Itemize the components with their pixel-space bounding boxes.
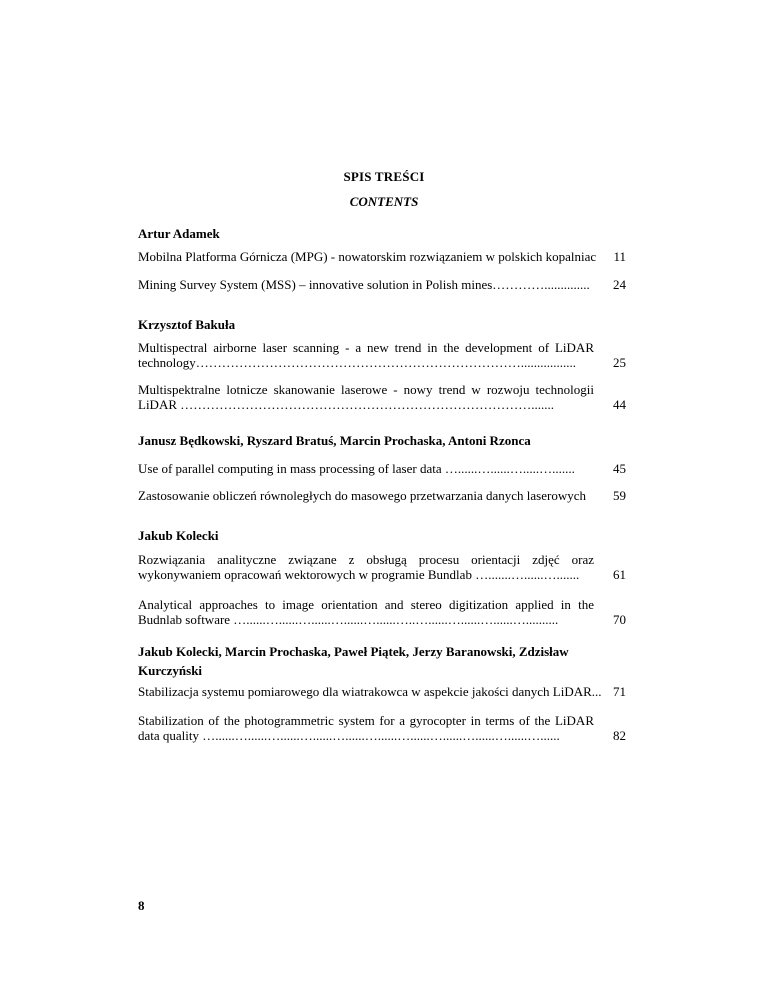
toc-entry[interactable]	[138, 552, 626, 582]
toc-entry[interactable]	[138, 277, 626, 292]
toc-entry-page: 82	[613, 728, 626, 743]
toc-entry[interactable]	[138, 461, 626, 476]
toc-entry-page: 59	[613, 488, 626, 503]
section-author: Janusz Będkowski, Ryszard Bratuś, Marcin Prochaska, Antoni Rzonca	[138, 433, 531, 448]
toc-entry-title: Analytical approaches to image orientation and stereo digitization applied in the Budnlab software …......…......…......…......…......…..…......…......…......…..........	[138, 597, 594, 627]
toc-entry[interactable]	[138, 340, 626, 370]
toc-entry-title: Stabilization of the photogrammetric system for a gyrocopter in terms of the LiDAR data quality …......…......…......…......…......…......…......…......…......…......…......	[138, 713, 594, 743]
toc-entry-page: 25	[613, 355, 626, 370]
toc-entry[interactable]	[138, 597, 626, 627]
toc-entry[interactable]	[138, 382, 626, 412]
toc-entry[interactable]	[138, 488, 626, 503]
toc-entry-page: 70	[613, 612, 626, 627]
section-author: Artur Adamek	[138, 226, 220, 241]
toc-entry-title: Stabilizacja systemu pomiarowego dla wiatrakowca w aspekcie jakości danych LiDAR...	[138, 684, 602, 699]
section-author: Jakub Kolecki, Marcin Prochaska, Paweł Piątek, Jerzy Baranowski, Zdzisław Kurczyński	[138, 644, 569, 678]
toc-entry-page: 11	[613, 249, 626, 264]
toc-entry-title: Use of parallel computing in mass processing of laser data …......…......….....….......	[138, 461, 575, 476]
section-author: Krzysztof Bakuła	[138, 317, 236, 332]
toc-entry-title: Mining Survey System (MSS) – innovative solution in Polish mines…………..............	[138, 277, 590, 292]
section-author: Jakub Kolecki	[138, 528, 219, 543]
toc-entry-title: Multispektralne lotnicze skanowanie laserowe - nowy trend w rozwoju technologii LiDAR ……………………………………………………………………….......	[138, 382, 594, 412]
toc-entry-page: 24	[613, 277, 626, 292]
toc-entry[interactable]	[138, 249, 626, 264]
page-number: 8	[138, 898, 145, 913]
toc-entry-page: 71	[613, 684, 626, 699]
toc-entry[interactable]	[138, 684, 626, 699]
toc-entry-title: Multispectral airborne laser scanning - a new trend in the development of LiDAR technology………………………………………………………………….................	[138, 340, 594, 370]
toc-entry-page: 44	[613, 397, 626, 412]
toc-entry-title: Zastosowanie obliczeń równoległych do masowego przetwarzania danych laserowych	[138, 488, 586, 503]
toc-entry-page: 45	[613, 461, 626, 476]
toc-entry-page: 61	[613, 567, 626, 582]
toc-entry-title: Rozwiązania analityczne związane z obsługą procesu orientacji zdjęć oraz wykonywaniem opracowań wektorowych w programie Bundlab ….......…......….......	[138, 552, 594, 582]
page-title: SPIS TREŚCI	[343, 169, 425, 184]
toc-entry-title: Mobilna Platforma Górnicza (MPG) - nowatorskim rozwiązaniem w polskich kopalniac	[138, 249, 597, 264]
toc-entry[interactable]	[138, 713, 626, 743]
page-subtitle: CONTENTS	[349, 194, 419, 209]
